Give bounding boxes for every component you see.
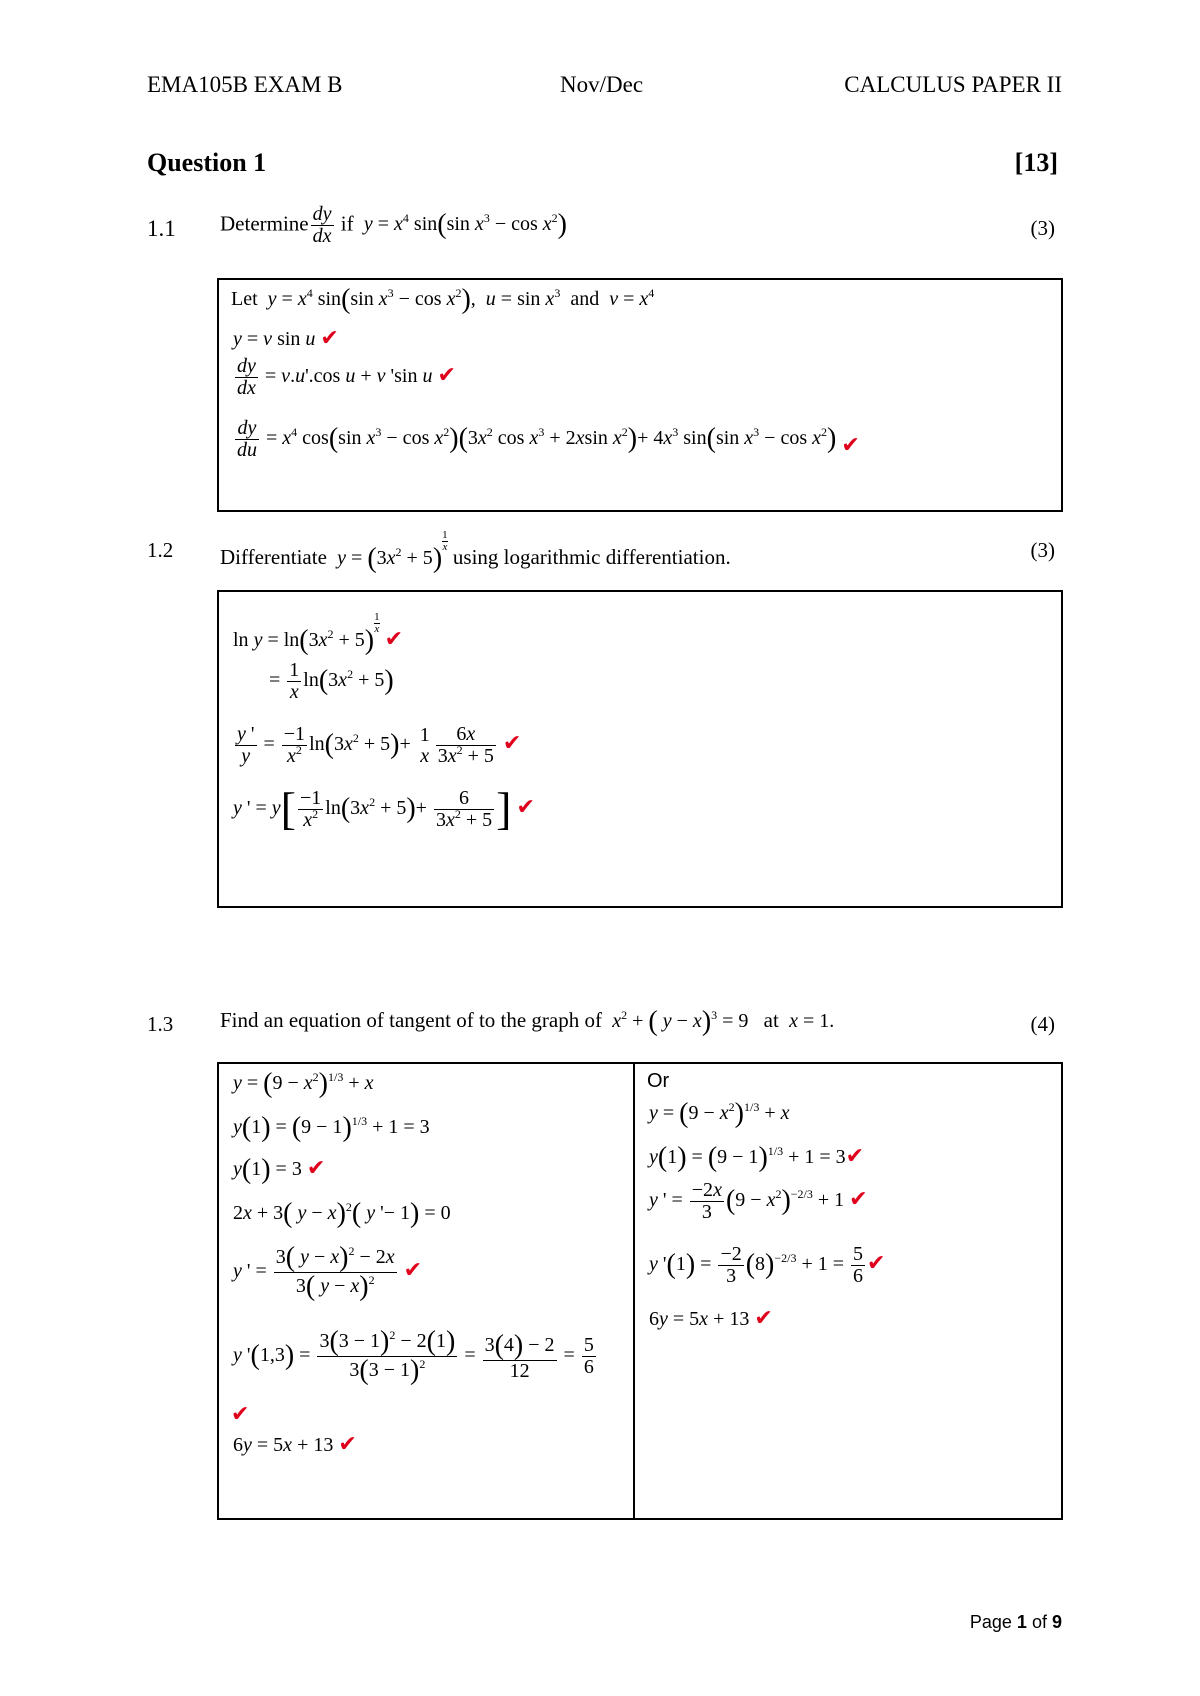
sol-1-3-left-line-6: y '(1,3) = $\frac{3(3 - 1)^2 - 2(1)}{3(3 - 1)^2}$ = $\frac{3(4) - 2}{12}$ = $\frac{5}{6}$ — [233, 1326, 594, 1386]
check-mark: ✔ — [849, 1187, 868, 1213]
check-mark: ✔ — [403, 1258, 423, 1284]
sol-1-3-right-line-1: $y = (9 - x^2)^{1/3} + x$ — [649, 1098, 790, 1129]
q1-1-marks: (3) — [1030, 216, 1055, 240]
check-mark: ✔ — [306, 1156, 326, 1181]
sol-1-1-line-2: y = v sin u ✔ — [233, 326, 339, 351]
course-code: EMA105B EXAM B — [147, 72, 343, 97]
sol-1-1-line-3: $\frac{dy}{dx}$ = v.u'.cos u + v 'sin u ✔ — [237, 355, 456, 399]
check-mark: ✔ — [384, 627, 404, 652]
total-pages: 9 — [1051, 1612, 1062, 1632]
solution-table-1-3 — [217, 1062, 1063, 1520]
sol-1-3-right-line-4: y '(1) = $\frac{-2}{3}$ $(8)^{-2/3} + 1$ = $\frac{5}{6}$ ✔ — [649, 1243, 886, 1287]
q1-1-cond: if — [340, 211, 354, 236]
q1-1-number: 1.1 — [147, 216, 176, 241]
check-mark: ✔ — [502, 731, 522, 757]
and-word: and — [570, 288, 600, 310]
sol-1-1-line-4: $\frac{dy}{du}$ = $x^4$ cos(sin $x^3 - \cos x^2)(3x^2$ $\cos x^3 + 2xsin$ $x^2)+ 4x^3$ sin(sin $x^3 - \cos x^2$) ✔ — [237, 417, 860, 461]
q1-2-marks: (3) — [1030, 538, 1055, 562]
sol-1-1-line-1: Let $y = x^4$ sin(sin $x^3 - \cos x^2$), $u = \sin x^3$ and $v = x^4$ — [231, 284, 655, 315]
q1-1-prompt: Determine $\frac{dy}{dx}$ if $y = x^4$ sin(sin $x^3 - \cos x^2$) — [220, 203, 567, 247]
or-label: Or — [647, 1070, 670, 1092]
sol-1-3-left-line-7 — [231, 1402, 249, 1427]
q1-2-prompt: Differentiate $y = (3x^2 + 5)$ $\frac{1}{x}$ using logarithmic differentiation. — [220, 529, 731, 574]
q1-3-at: at — [763, 1008, 779, 1032]
sol-1-3-left-line-2: $y(1) = (9 - 1)^{1/3} + 1 = 3$ — [233, 1112, 430, 1143]
check-mark: ✔ — [516, 795, 535, 820]
question-title: Question 1 — [147, 148, 267, 177]
q1-1-label: Determine — [220, 211, 309, 236]
sol-1-2-line-1: $\ln y = \ln(3x^2 + 5)$ $\frac{1}{x}$ ✔ — [233, 611, 404, 656]
check-mark: ✔ — [320, 326, 339, 351]
check-mark: ✔ — [231, 1402, 250, 1427]
table-divider — [633, 1064, 635, 1518]
sol-1-3-left-line-8: 6y = 5x + 13 ✔ — [233, 1432, 357, 1457]
page-footer — [970, 1612, 1062, 1633]
sol-1-3-left-line-5: y ' = $\frac{3( y - x)^2 - 2x}{3( y - x)^2}$ ✔ — [233, 1242, 423, 1302]
sol-1-3-right-line-5: 6y = 5x + 13 ✔ — [649, 1306, 773, 1331]
let-word: Let — [231, 288, 258, 310]
solution-box-1-2 — [217, 590, 1063, 908]
solution-box-1-1 — [217, 278, 1063, 512]
exam-session: Nov/Dec — [560, 72, 644, 97]
sol-1-2-line-2: = $\frac{1}{x}$ $\ln(3x^2 + 5)$ — [269, 659, 394, 703]
paper-title: CALCULUS PAPER II — [844, 72, 1062, 97]
q1-3-label: Find an equation of tangent of to the graph of — [220, 1008, 602, 1032]
q1-3-marks: (4) — [1030, 1012, 1055, 1036]
check-mark: ✔ — [338, 1432, 357, 1457]
check-mark: ✔ — [754, 1306, 773, 1331]
sol-1-2-line-4: y ' = y[ $\frac{-1}{x^2}$ $\ln(3x^2 + 5)+$ $\frac{6}{3x^2 + 5}$ ] ✔ — [233, 783, 535, 834]
page-number: 1 — [1016, 1612, 1027, 1632]
q1-2-number: 1.2 — [147, 538, 174, 562]
of-word: of — [1031, 1612, 1047, 1632]
sol-1-3-right-line-2: $y(1) = (9 - 1)^{1/3} + 1$ = 3✔ — [649, 1142, 865, 1173]
check-mark: ✔ — [867, 1251, 886, 1277]
q1-2-suffix: using logarithmic differentiation. — [452, 545, 731, 569]
q1-3-prompt: Find an equation of tangent of to the graph of $x^2$ + ( y − x)$^3$ = 9 at x = 1. — [220, 1006, 835, 1037]
q1-3-number: 1.3 — [147, 1012, 174, 1036]
sol-1-3-right-line-3: y ' = $\frac{-2x}{3}$ $(9 - x^2)^{-2/3} + 1$ ✔ — [649, 1179, 868, 1223]
q1-2-label: Differentiate — [220, 545, 327, 569]
check-mark: ✔ — [841, 433, 860, 459]
sol-1-3-left-line-4: 2x + 3( y − x)$^2$( y '− 1) = 0 — [233, 1198, 451, 1229]
sol-1-3-left-line-1: $y = (9 - x^2)^{1/3} + x$ — [233, 1068, 374, 1099]
sol-1-2-line-3: $\frac{y '}{y}$ = $\frac{-1}{x^2}$ $\ln(3x^2 + 5)+$ 1 x $\frac{6x}{3x^2 + 5}$ ✔ — [237, 723, 522, 767]
check-mark: ✔ — [437, 363, 456, 389]
sol-1-3-left-line-3: y(1) = 3 ✔ — [233, 1154, 326, 1185]
question-total-marks: [13] — [1014, 148, 1058, 177]
page-word: Page — [969, 1612, 1012, 1632]
check-mark: ✔ — [845, 1144, 865, 1169]
